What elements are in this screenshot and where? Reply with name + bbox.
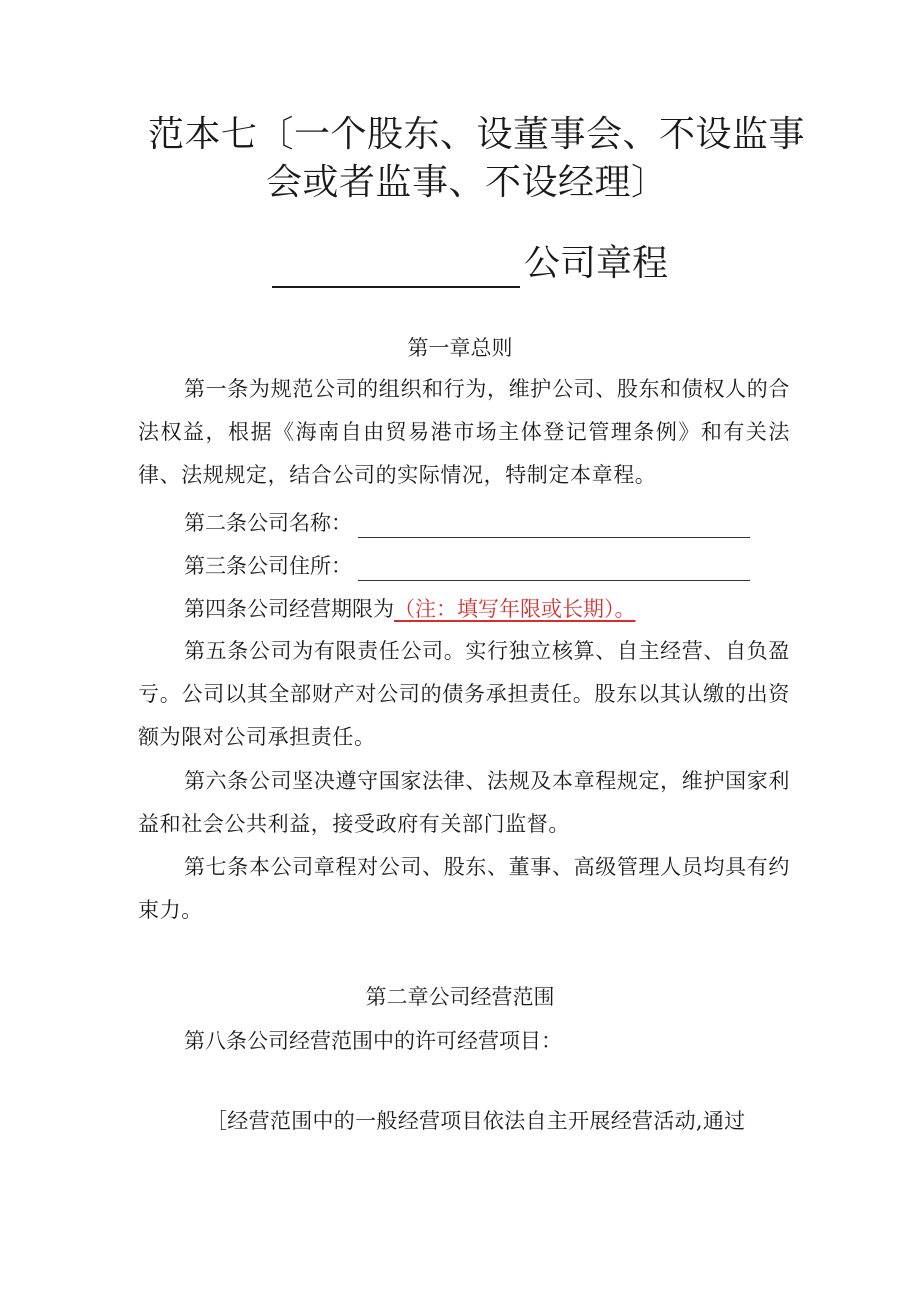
- article-6: 第六条公司坚决遵守国家法律、法规及本章程规定，维护国家利益和社会公共利益，接受政府有关部门监督。: [138, 769, 790, 836]
- charter-title-suffix: 公司章程: [524, 243, 669, 284]
- article-1: 第一条为规范公司的组织和行为，维护公司、股东和债权人的合法权益，根据《海南自由贸易港市场主体登记管理条例》和有关法律、法规规定，结合公司的实际情况，特制定本章程。: [138, 377, 790, 487]
- chapter-1-heading: 第一章总则: [407, 336, 513, 360]
- business-scope-note: ［经营范围中的一般经营项目依法自主开展经营活动,通过: [206, 1109, 746, 1133]
- article-4-note: （注：填写年限或长期）: [394, 597, 615, 621]
- title-line-2: 会或者监事、不设经理〕: [266, 162, 668, 203]
- chapter-2-heading: 第二章公司经营范围: [365, 985, 555, 1009]
- article-5: 第五条公司为有限责任公司。实行独立核算、自主经营、自负盈亏。公司以其全部财产对公司的债务承担责任。股东以其认缴的出资额为限对公司承担责任。: [138, 639, 790, 749]
- article-3: [184, 551, 784, 581]
- article-2: [184, 508, 784, 538]
- charter-title: [272, 240, 668, 288]
- article-4-end: 。: [614, 597, 636, 621]
- article-4: [184, 594, 784, 624]
- article-8: 第八条公司经营范围中的许可经营项目：: [184, 1029, 562, 1053]
- company-name-blank: [272, 248, 520, 288]
- article-4-label: 第四条公司经营期限为: [184, 597, 394, 621]
- article-3-label: 第三条公司住所：: [184, 554, 352, 578]
- company-name-field: [358, 515, 750, 538]
- article-7: 第七条本公司章程对公司、股东、董事、高级管理人员均具有约束力。: [138, 855, 790, 922]
- article-2-label: 第二条公司名称：: [184, 511, 352, 535]
- company-address-field: [358, 558, 750, 581]
- title-line-1: 范本七〔一个股东、设董事会、不设监事: [148, 114, 806, 155]
